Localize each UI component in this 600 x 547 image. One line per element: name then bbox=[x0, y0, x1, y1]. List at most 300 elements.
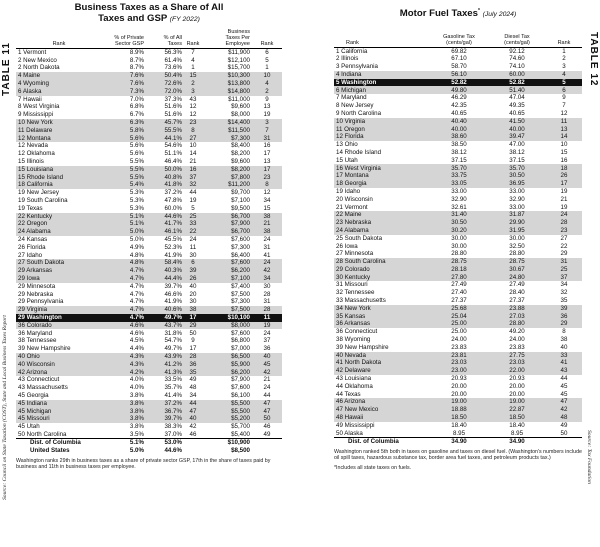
table-cell: 21 bbox=[263, 376, 271, 384]
table-cell: $7,600 bbox=[231, 384, 250, 392]
motor-fuel-panel bbox=[334, 0, 582, 471]
table-cell: 13 Ohio bbox=[336, 141, 358, 149]
table-cell: 50.0% bbox=[146, 166, 184, 174]
table-row bbox=[16, 415, 282, 423]
table-cell: 29 bbox=[184, 322, 202, 330]
table-cell: 25 bbox=[546, 266, 582, 274]
table-cell: 58.70 bbox=[451, 63, 467, 71]
table-row bbox=[16, 361, 282, 369]
table-cell: 11 bbox=[546, 118, 582, 126]
table-cell: $10,100 bbox=[202, 314, 252, 322]
table-cell: 38.50 bbox=[451, 141, 467, 149]
table-cell: 25.04 bbox=[430, 313, 488, 321]
table-row bbox=[16, 259, 282, 267]
table-row bbox=[334, 242, 582, 250]
table-cell: 10 bbox=[189, 142, 197, 150]
table-cell: 9 bbox=[265, 95, 269, 103]
table-cell: $7,100 bbox=[231, 197, 250, 205]
table-cell: 16 bbox=[184, 166, 202, 174]
table-cell: $7,300 bbox=[202, 135, 252, 143]
table-cell: 40.65 bbox=[451, 109, 467, 117]
table-row bbox=[334, 125, 582, 133]
table-cell: 35 Kansas bbox=[334, 313, 430, 321]
table-cell: 27 Minnesota bbox=[336, 250, 374, 258]
table-row bbox=[334, 63, 582, 71]
table-row bbox=[334, 141, 582, 149]
table-cell: 4.4% bbox=[129, 345, 144, 353]
table-cell: 38 bbox=[252, 213, 282, 221]
table-cell: 26 bbox=[546, 172, 582, 180]
table-cell: 12 Florida bbox=[334, 133, 430, 141]
right-footnote: Washington ranked 5th both in taxes on gasoline and taxes on diesel fuel. (Washington's numbers include oil spill taxes, hazardous substance tax, border area fuel taxes, and petroleum products tax.) bbox=[334, 448, 582, 462]
table-cell: 43 Connecticut bbox=[18, 376, 60, 384]
table-row bbox=[334, 55, 582, 63]
table-cell: 24 bbox=[252, 259, 282, 267]
table-row bbox=[334, 211, 582, 219]
summary-cell bbox=[252, 447, 282, 455]
table-cell: $8,200 bbox=[231, 150, 250, 158]
table-cell: 22 Maine bbox=[334, 211, 430, 219]
table-cell: 19 bbox=[252, 322, 282, 330]
table-cell: 24 bbox=[546, 211, 582, 219]
table-cell: 17 bbox=[184, 314, 202, 322]
business-taxes-table bbox=[16, 29, 282, 455]
table-row bbox=[334, 383, 582, 391]
table-11-tab: TABLE 11 bbox=[1, 42, 12, 96]
summary-cell: $8,500 bbox=[202, 447, 252, 455]
table-row bbox=[334, 344, 582, 352]
table-cell: 37 bbox=[546, 274, 582, 282]
table-cell: 34 bbox=[263, 197, 271, 205]
table-cell: $12,100 bbox=[227, 56, 250, 64]
table-row bbox=[16, 400, 282, 408]
table-cell: 21 Vermont bbox=[336, 203, 368, 211]
table-cell: 43 bbox=[546, 367, 582, 375]
table-cell: 47 bbox=[252, 407, 282, 415]
table-cell: 14 bbox=[546, 133, 582, 141]
table-row bbox=[334, 47, 582, 55]
table-row bbox=[16, 228, 282, 236]
table-row bbox=[334, 188, 582, 196]
table-cell: 37.2% bbox=[164, 189, 182, 197]
table-cell: 1 bbox=[265, 64, 269, 72]
table-cell: 1 bbox=[546, 47, 582, 55]
table-cell: 40 bbox=[184, 415, 202, 423]
table-row bbox=[16, 392, 282, 400]
summary-cell: 5.1% bbox=[102, 439, 146, 447]
table-row bbox=[16, 142, 282, 150]
table-cell: 37.15 bbox=[509, 156, 525, 164]
table-12-tab: TABLE 12 bbox=[588, 32, 599, 87]
table-cell: 45 Utah bbox=[18, 423, 40, 431]
table-cell: 39.7% bbox=[164, 282, 182, 290]
table-cell: 48 bbox=[189, 384, 197, 392]
table-row bbox=[334, 157, 582, 165]
table-row bbox=[16, 329, 282, 337]
table-cell: 72.0% bbox=[146, 88, 184, 96]
table-cell: 22 Kentucky bbox=[16, 213, 102, 221]
table-cell: 18.50 bbox=[488, 414, 546, 422]
table-cell: 24 bbox=[263, 384, 271, 392]
table-cell: 51.1% bbox=[164, 150, 182, 158]
table-cell: 73.6% bbox=[164, 64, 182, 72]
table-cell: 5.5% bbox=[129, 158, 144, 166]
table-cell: 55.5% bbox=[146, 127, 184, 135]
table-cell: 29 Pennsylvania bbox=[18, 298, 64, 306]
table-cell: 5 Washington bbox=[334, 79, 430, 87]
table-cell: 4.6% bbox=[129, 329, 144, 337]
table-cell: 69.82 bbox=[430, 47, 488, 55]
table-cell: 22 bbox=[184, 228, 202, 236]
table-cell: 8.7% bbox=[129, 56, 144, 64]
table-cell: 4.5% bbox=[129, 337, 144, 345]
table-cell: 28 bbox=[184, 353, 202, 361]
table-cell: 42 bbox=[252, 368, 282, 376]
table-cell: 41 bbox=[546, 359, 582, 367]
table-cell: 9 North Carolina bbox=[336, 109, 382, 117]
table-cell: $7,300 bbox=[231, 243, 250, 251]
table-cell: 8 West Virginia bbox=[18, 103, 60, 111]
table-row bbox=[16, 166, 282, 174]
business-taxes-title: Business Taxes as a Share of All Taxes and GSP (FY 2022) bbox=[74, 2, 224, 24]
table-cell: 54.7% bbox=[164, 337, 182, 345]
summary-cell bbox=[184, 439, 202, 447]
table-cell: 33 bbox=[546, 352, 582, 360]
table-cell: 27.75 bbox=[488, 352, 546, 360]
table-cell: 8 bbox=[562, 328, 566, 336]
table-cell: 19 New Jersey bbox=[18, 189, 59, 197]
table-cell: 36 bbox=[184, 361, 202, 369]
table-cell: 31 bbox=[263, 298, 271, 306]
table-cell: $7,500 bbox=[202, 306, 252, 314]
table-cell: 7.0% bbox=[129, 95, 144, 103]
table-cell: 19 bbox=[189, 197, 197, 205]
table-cell: 27 bbox=[184, 135, 202, 143]
table-cell: 52.82 bbox=[488, 79, 546, 87]
table-cell: 5 bbox=[191, 204, 195, 212]
table-cell: 36.7% bbox=[146, 407, 184, 415]
table-cell: 4.7% bbox=[102, 275, 146, 283]
table-row bbox=[16, 283, 282, 291]
table-cell: 31 bbox=[546, 258, 582, 266]
table-cell: 8.7% bbox=[129, 64, 144, 72]
table-cell: 28.18 bbox=[430, 266, 488, 274]
summary-cell: $10,900 bbox=[202, 439, 252, 447]
table-cell: 15 Rhode Island bbox=[16, 174, 102, 182]
col-all-taxes: % of All Taxes bbox=[163, 35, 182, 47]
table-cell: $6,400 bbox=[231, 251, 250, 259]
table-row bbox=[16, 158, 282, 166]
table-cell: 28 South Carolina bbox=[334, 258, 430, 266]
table-cell: 4.7% bbox=[129, 290, 144, 298]
table-cell: 23.83 bbox=[509, 343, 525, 351]
table-cell: 28.75 bbox=[430, 258, 488, 266]
table-cell: 49 bbox=[252, 431, 282, 439]
table-cell: 38 Tennessee bbox=[18, 337, 57, 345]
table-cell: 23.03 bbox=[430, 359, 488, 367]
table-cell: 44 bbox=[189, 189, 197, 197]
table-cell: $7,900 bbox=[231, 376, 250, 384]
table-cell: $7,600 bbox=[202, 259, 252, 267]
table-cell: 23.00 bbox=[430, 367, 488, 375]
table-cell: 4.0% bbox=[129, 376, 144, 384]
table-row bbox=[16, 127, 282, 135]
table-cell: 5.3% bbox=[129, 197, 144, 205]
table-cell: 31 bbox=[252, 135, 282, 143]
table-cell: 49.7% bbox=[164, 345, 182, 353]
table-cell: $5,900 bbox=[202, 361, 252, 369]
table-cell: $8,200 bbox=[202, 166, 252, 174]
table-cell: 41.9% bbox=[164, 298, 182, 306]
table-cell: 46.6% bbox=[164, 290, 182, 298]
table-row bbox=[334, 86, 582, 94]
table-cell: 35.70 bbox=[430, 164, 488, 172]
table-cell: 35 bbox=[560, 297, 568, 305]
table-cell: 5 bbox=[546, 79, 582, 87]
table-cell: 38.60 bbox=[430, 133, 488, 141]
col-rank3: Rank bbox=[260, 41, 274, 47]
table-cell: 13 bbox=[263, 158, 271, 166]
table-cell: 30.67 bbox=[488, 266, 546, 274]
table-cell: 3.8% bbox=[102, 415, 146, 423]
table-cell: 27.37 bbox=[451, 297, 467, 305]
table-cell: 39 New Hampshire bbox=[336, 343, 389, 351]
table-cell: 41.9% bbox=[164, 251, 182, 259]
table-cell: 7 bbox=[252, 127, 282, 135]
table-cell: 28.75 bbox=[488, 258, 546, 266]
table-row bbox=[334, 133, 582, 141]
table-row bbox=[334, 352, 582, 360]
table-cell: 40.00 bbox=[430, 125, 488, 133]
table-cell: 12 bbox=[263, 189, 271, 197]
table-row bbox=[334, 398, 582, 406]
table-cell: 40 Ohio bbox=[16, 353, 102, 361]
table-cell: 5.6% bbox=[102, 135, 146, 143]
table-cell: 49 Mississippi bbox=[336, 421, 375, 429]
table-cell: 44.4% bbox=[146, 275, 184, 283]
table-cell: 23 bbox=[252, 174, 282, 182]
table-cell: 4.2% bbox=[102, 368, 146, 376]
table-cell: 45 Georgia bbox=[18, 391, 49, 399]
table-cell: 4.9% bbox=[129, 243, 144, 251]
table-cell: 74.10 bbox=[509, 63, 525, 71]
table-cell: 37.0% bbox=[146, 431, 184, 439]
table-cell: 24 Alabama bbox=[16, 228, 102, 236]
table-cell: 20 Wisconsin bbox=[336, 195, 373, 203]
col-rank2: Rank bbox=[186, 41, 200, 47]
table-cell: 46 bbox=[263, 423, 271, 431]
col-gasoline-tax: Gasoline Tax (cents/gal) bbox=[443, 33, 475, 46]
table-cell: 45 Michigan bbox=[16, 407, 102, 415]
table-cell: 15 Louisiana bbox=[16, 166, 102, 174]
table-cell: 50 North Carolina bbox=[16, 431, 102, 439]
table-cell: 60.0% bbox=[164, 204, 182, 212]
table-cell: 8 New Jersey bbox=[336, 102, 374, 110]
table-cell: 38 bbox=[252, 228, 282, 236]
table-cell: 23 bbox=[184, 119, 202, 127]
table-cell: 48 bbox=[546, 414, 582, 422]
table-cell: $7,300 bbox=[231, 298, 250, 306]
table-cell: 15 bbox=[263, 204, 271, 212]
table-cell: 17 Montana bbox=[334, 172, 430, 180]
table-cell: $6,700 bbox=[202, 228, 252, 236]
table-cell: 29 Iowa bbox=[16, 275, 102, 283]
summary-row bbox=[334, 438, 582, 446]
table-row bbox=[16, 252, 282, 260]
motor-fuel-title: Motor Fuel Taxes* (July 2024) bbox=[399, 8, 517, 20]
col-rank2: Rank bbox=[557, 39, 571, 46]
table-cell: 22.87 bbox=[488, 406, 546, 414]
table-cell: 24 bbox=[263, 236, 271, 244]
table-row bbox=[16, 213, 282, 221]
table-cell: 22.00 bbox=[488, 367, 546, 375]
table-cell: 47 bbox=[546, 398, 582, 406]
table-cell: 7.6% bbox=[102, 72, 146, 80]
table-row bbox=[334, 305, 582, 313]
table-row bbox=[16, 64, 282, 72]
table-row bbox=[334, 391, 582, 399]
table-cell: 51.6% bbox=[164, 111, 182, 119]
table-cell: 43 bbox=[189, 95, 197, 103]
table-cell: 19.00 bbox=[488, 398, 546, 406]
table-cell: 47 New Mexico bbox=[334, 406, 430, 414]
table-cell: 33.05 bbox=[430, 180, 488, 188]
table-cell: 36 Connecticut bbox=[336, 328, 378, 336]
table-cell: $11,200 bbox=[202, 181, 252, 189]
table-cell: 26 Florida bbox=[18, 243, 46, 251]
table-cell: 15 bbox=[560, 148, 568, 156]
table-cell: 38 Wyoming bbox=[336, 336, 371, 344]
table-cell: 4.7% bbox=[129, 298, 144, 306]
table-cell: 27.37 bbox=[509, 297, 525, 305]
table-cell: 46.29 bbox=[451, 94, 467, 102]
table-cell: 4.7% bbox=[102, 306, 146, 314]
table-cell: 29 Nebraska bbox=[18, 290, 54, 298]
table-cell: 4.7% bbox=[102, 267, 146, 275]
table-row bbox=[16, 368, 282, 376]
table-cell: 48 Hawaii bbox=[334, 414, 430, 422]
table-cell: 7.6% bbox=[102, 80, 146, 88]
table-cell: 1 California bbox=[334, 47, 430, 55]
table-cell: 41.2% bbox=[146, 361, 184, 369]
table-row bbox=[334, 281, 582, 289]
table-cell: 36.95 bbox=[488, 180, 546, 188]
table-cell: 15 Utah bbox=[336, 156, 358, 164]
table-cell: $7,500 bbox=[231, 290, 250, 298]
table-cell: $9,700 bbox=[231, 189, 250, 197]
table-cell: 4 Wyoming bbox=[16, 80, 102, 88]
table-cell: $13,800 bbox=[202, 80, 252, 88]
table-cell: 47.00 bbox=[509, 141, 525, 149]
table-row bbox=[334, 274, 582, 282]
table-cell: 31.8% bbox=[164, 329, 182, 337]
table-cell: 36 Arkansas bbox=[334, 320, 430, 328]
table-cell: 60.00 bbox=[488, 71, 546, 79]
table-row bbox=[334, 422, 582, 430]
table-cell: $6,200 bbox=[202, 267, 252, 275]
table-row bbox=[334, 375, 582, 383]
table-cell: 5.3% bbox=[129, 204, 144, 212]
table-cell: 29 Colorado bbox=[334, 266, 430, 274]
table-row bbox=[16, 150, 282, 158]
table-row bbox=[16, 205, 282, 213]
table-cell: 46.4% bbox=[164, 158, 182, 166]
table-cell: 27.49 bbox=[451, 281, 467, 289]
table-cell: 32.50 bbox=[509, 242, 525, 250]
table-cell: 24.00 bbox=[451, 336, 467, 344]
table-cell: 31.95 bbox=[488, 227, 546, 235]
table-cell: 40.65 bbox=[509, 109, 525, 117]
table-cell: $8,000 bbox=[202, 322, 252, 330]
table-row bbox=[334, 430, 582, 438]
table-cell: 36 Colorado bbox=[16, 322, 102, 330]
table-cell: 5.6% bbox=[129, 150, 144, 158]
table-row bbox=[334, 172, 582, 180]
table-cell: 33 Massachusetts bbox=[336, 297, 386, 305]
table-cell: 2 North Dakota bbox=[18, 64, 60, 72]
table-cell: 20 bbox=[189, 290, 197, 298]
table-cell: 25.00 bbox=[430, 320, 488, 328]
table-cell: 25 South Dakota bbox=[336, 234, 383, 242]
table-cell: 29 bbox=[560, 250, 568, 258]
table-cell: $9,600 bbox=[231, 158, 250, 166]
table-cell: 50 Alaska bbox=[334, 430, 430, 438]
table-cell: 3.8% bbox=[129, 423, 144, 431]
table-cell: 6.3% bbox=[102, 119, 146, 127]
table-cell: 42.35 bbox=[451, 102, 467, 110]
table-cell: 4.7% bbox=[129, 282, 144, 290]
table-cell: 52.82 bbox=[430, 79, 488, 87]
table-cell: 47.04 bbox=[509, 94, 525, 102]
table-cell: $5,200 bbox=[202, 415, 252, 423]
table-row bbox=[16, 103, 282, 111]
col-rank: Rank bbox=[346, 39, 359, 46]
table-cell: 47 bbox=[184, 407, 202, 415]
table-cell: $9,600 bbox=[231, 103, 250, 111]
summary-cell: Dist. of Columbia bbox=[334, 438, 430, 446]
table-row bbox=[16, 407, 282, 415]
table-cell: 7 Hawaii bbox=[18, 95, 42, 103]
table-cell: 5.5% bbox=[102, 174, 146, 182]
table-cell: 3 bbox=[562, 63, 566, 71]
table-cell: 24.80 bbox=[488, 274, 546, 282]
table-row bbox=[16, 423, 282, 431]
table-cell: 12 bbox=[189, 111, 197, 119]
table-cell: $8,000 bbox=[231, 111, 250, 119]
table-cell: 11 bbox=[252, 314, 282, 322]
table-row bbox=[334, 406, 582, 414]
table-cell: 30 bbox=[263, 282, 271, 290]
table-cell: 30 bbox=[189, 298, 197, 306]
table-cell: 2 New Mexico bbox=[18, 56, 57, 64]
table-cell: 5.6% bbox=[129, 142, 144, 150]
table-cell: 19 bbox=[560, 187, 568, 195]
table-cell: 6 Michigan bbox=[334, 86, 430, 94]
table-cell: $11,900 bbox=[202, 49, 252, 57]
table-cell: 19 Idaho bbox=[336, 187, 361, 195]
table-cell: 46 Arizona bbox=[334, 398, 430, 406]
table-cell: 28 bbox=[263, 290, 271, 298]
table-cell: $6,700 bbox=[202, 213, 252, 221]
table-row bbox=[334, 258, 582, 266]
table-cell: 40.40 bbox=[430, 118, 488, 126]
table-row bbox=[334, 336, 582, 344]
table-cell: 36 Maryland bbox=[18, 329, 53, 337]
summary-cell: 34.90 bbox=[488, 438, 546, 446]
table-row bbox=[334, 367, 582, 375]
table-cell: 21 bbox=[189, 158, 197, 166]
table-cell: 20.00 bbox=[509, 382, 525, 390]
